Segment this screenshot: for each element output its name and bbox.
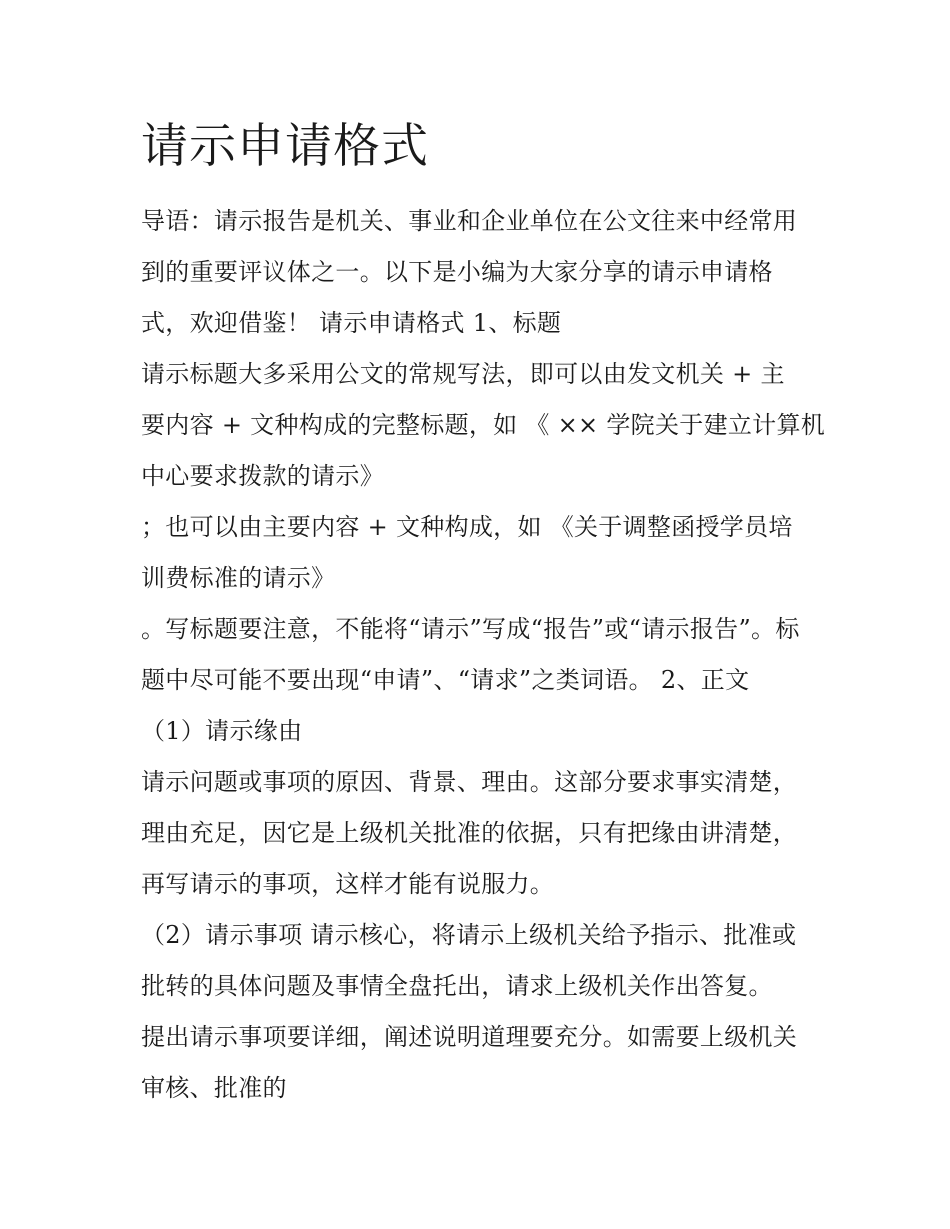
body-line-13: 理由充足，因它是上级机关批准的依据，只有把缘由讲清楚， [141, 819, 798, 847]
body-line-8: 训费标准的请示》 [141, 564, 336, 592]
body-line-9: 。写标题要注意，不能将“请示”写成“报告”或“请示报告”。标 [141, 615, 800, 643]
body-line-3: 式，欢迎借鉴！ 请示申请格式 1、标题 [141, 309, 562, 337]
body-line-11: （1）请示缘由 [141, 717, 303, 745]
body-line-10: 题中尽可能不要出现“申请”、“请求”之类词语。 2、正文 [141, 666, 750, 694]
body-line-18: 审核、批准的 [141, 1074, 287, 1102]
body-line-5: 要内容 + 文种构成的完整标题，如 《 ×× 学院关于建立计算机 [141, 411, 826, 439]
body-line-12: 请示问题或事项的原因、背景、理由。这部分要求事实清楚， [141, 768, 798, 796]
document-body [141, 196, 826, 1114]
body-line-17: 提出请示事项要详细，阐述说明道理要充分。如需要上级机关 [141, 1023, 798, 1051]
body-line-6: 中心要求拨款的请示》 [141, 462, 384, 490]
body-line-14: 再写请示的事项，这样才能有说服力。 [141, 870, 555, 898]
body-line-4: 请示标题大多采用公文的常规写法，即可以由发文机关 + 主 [141, 360, 785, 388]
body-line-2: 到的重要评议体之一。以下是小编为大家分享的请示申请格 [141, 258, 773, 286]
body-line-1: 导语：请示报告是机关、事业和企业单位在公文往来中经常用 [141, 207, 798, 235]
document-title: 请示申请格式 [141, 119, 429, 174]
body-line-15: （2）请示事项 请示核心，将请示上级机关给予指示、批准或 [141, 921, 797, 949]
body-line-16: 批转的具体问题及事情全盘托出，请求上级机关作出答复。 [141, 972, 773, 1000]
body-line-7: ；也可以由主要内容 + 文种构成，如 《关于调整函授学员培 [141, 513, 793, 541]
